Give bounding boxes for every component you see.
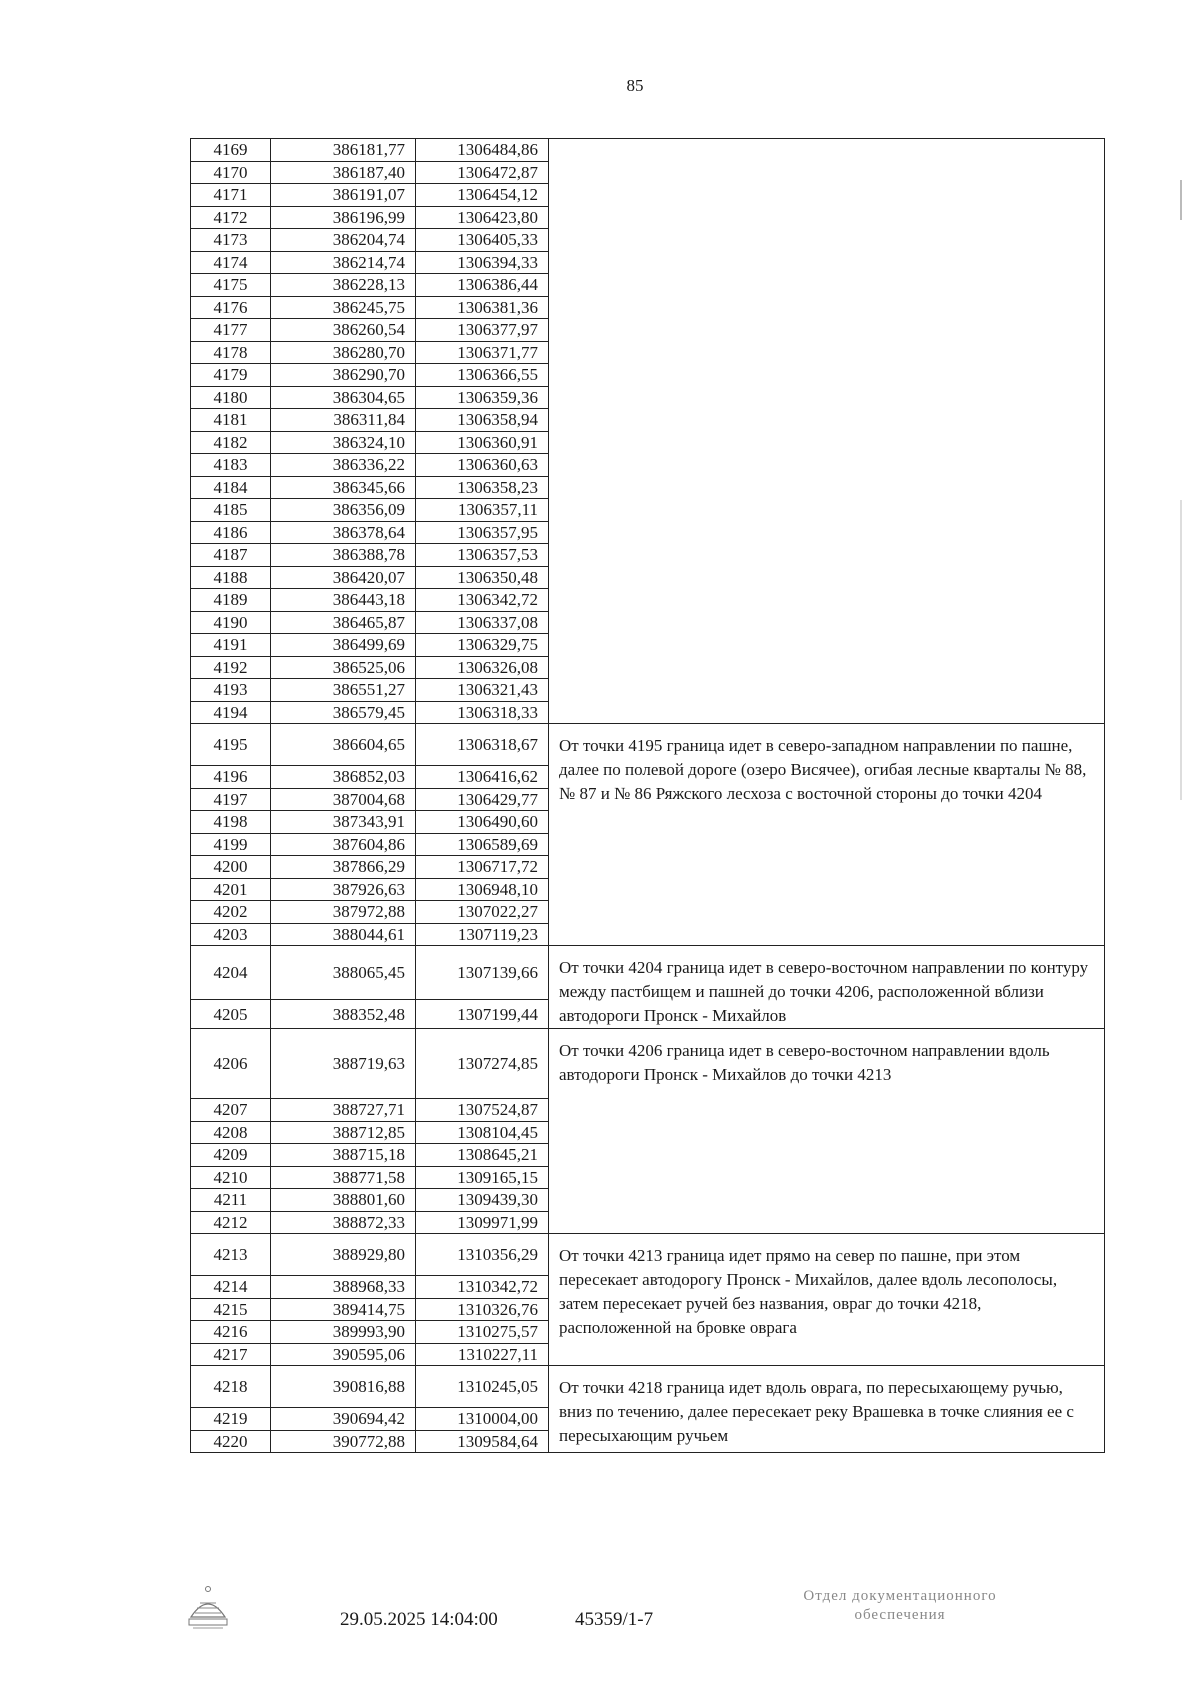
y-coordinate-cell: 1309584,64 <box>416 1430 549 1453</box>
y-coordinate-cell: 1306394,33 <box>416 251 549 274</box>
y-coordinate-cell: 1309971,99 <box>416 1211 549 1234</box>
point-number-cell: 4189 <box>191 589 271 612</box>
point-number-cell: 4213 <box>191 1234 271 1276</box>
point-number-cell: 4194 <box>191 701 271 724</box>
y-coordinate-cell: 1306386,44 <box>416 274 549 297</box>
y-coordinate-cell: 1306381,36 <box>416 296 549 319</box>
point-number-cell: 4202 <box>191 901 271 924</box>
x-coordinate-cell: 388771,58 <box>271 1166 416 1189</box>
page-number: 85 <box>626 76 644 95</box>
x-coordinate-cell: 389414,75 <box>271 1298 416 1321</box>
footer-department-line1: Отдел документационного <box>803 1588 997 1604</box>
point-number-cell: 4190 <box>191 611 271 634</box>
point-number-cell: 4187 <box>191 544 271 567</box>
y-coordinate-cell: 1306472,87 <box>416 161 549 184</box>
y-coordinate-cell: 1310342,72 <box>416 1276 549 1299</box>
boundary-description-cell <box>549 946 1105 1029</box>
x-coordinate-cell: 388727,71 <box>271 1099 416 1122</box>
x-coordinate-cell: 386260,54 <box>271 319 416 342</box>
x-coordinate-cell: 386551,27 <box>271 679 416 702</box>
y-coordinate-cell: 1306366,55 <box>416 364 549 387</box>
point-number-cell: 4178 <box>191 341 271 364</box>
boundary-description-text: От точки 4206 граница идет в северо-восточном направлении вдоль автодороги Пронск - Михайлов до точки 4213 <box>559 1041 1050 1084</box>
x-coordinate-cell: 386604,65 <box>271 724 416 766</box>
x-coordinate-cell: 388929,80 <box>271 1234 416 1276</box>
x-coordinate-cell: 387972,88 <box>271 901 416 924</box>
x-coordinate-cell: 386420,07 <box>271 566 416 589</box>
x-coordinate-cell: 386290,70 <box>271 364 416 387</box>
x-coordinate-cell: 388044,61 <box>271 923 416 946</box>
point-number-cell: 4170 <box>191 161 271 184</box>
y-coordinate-cell: 1306342,72 <box>416 589 549 612</box>
coordinates-table-body <box>191 139 1105 1453</box>
y-coordinate-cell: 1310227,11 <box>416 1343 549 1366</box>
x-coordinate-cell: 387004,68 <box>271 788 416 811</box>
point-number-cell: 4215 <box>191 1298 271 1321</box>
y-coordinate-cell: 1310004,00 <box>416 1408 549 1431</box>
y-coordinate-cell: 1310275,57 <box>416 1321 549 1344</box>
x-coordinate-cell: 388872,33 <box>271 1211 416 1234</box>
point-number-cell: 4209 <box>191 1144 271 1167</box>
boundary-description-text: От точки 4218 граница идет вдоль оврага, по пересыхающему ручью, вниз по течению, далее пересекает реку Врашевка в точке слияния ее с пересыхающим ручьем <box>559 1378 1074 1445</box>
x-coordinate-cell: 390816,88 <box>271 1366 416 1408</box>
x-coordinate-cell: 387926,63 <box>271 878 416 901</box>
y-coordinate-cell: 1306484,86 <box>416 139 549 162</box>
point-number-cell: 4204 <box>191 946 271 1000</box>
y-coordinate-cell: 1306360,63 <box>416 454 549 477</box>
x-coordinate-cell: 386852,03 <box>271 766 416 789</box>
y-coordinate-cell: 1306357,95 <box>416 521 549 544</box>
y-coordinate-cell: 1306371,77 <box>416 341 549 364</box>
point-number-cell: 4216 <box>191 1321 271 1344</box>
x-coordinate-cell: 386245,75 <box>271 296 416 319</box>
y-coordinate-cell: 1308104,45 <box>416 1121 549 1144</box>
x-coordinate-cell: 386280,70 <box>271 341 416 364</box>
y-coordinate-cell: 1306490,60 <box>416 811 549 834</box>
x-coordinate-cell: 386214,74 <box>271 251 416 274</box>
boundary-description-text: От точки 4204 граница идет в северо-восточном направлении по контуру между пастбищем и пашней до точки 4206, расположенной вблизи автодороги Пронск - Михайлов <box>559 958 1089 1025</box>
x-coordinate-cell: 386465,87 <box>271 611 416 634</box>
x-coordinate-cell: 387866,29 <box>271 856 416 879</box>
point-number-cell: 4205 <box>191 1000 271 1029</box>
point-number-cell: 4219 <box>191 1408 271 1431</box>
scan-edge-mark <box>1180 500 1182 800</box>
footer-doc-number: 45359/1-7 <box>575 1609 654 1630</box>
x-coordinate-cell: 386311,84 <box>271 409 416 432</box>
x-coordinate-cell: 386443,18 <box>271 589 416 612</box>
point-number-cell: 4199 <box>191 833 271 856</box>
y-coordinate-cell: 1306329,75 <box>416 634 549 657</box>
y-coordinate-cell: 1306321,43 <box>416 679 549 702</box>
table-row <box>191 1366 1105 1408</box>
y-coordinate-cell: 1307022,27 <box>416 901 549 924</box>
y-coordinate-cell: 1306416,62 <box>416 766 549 789</box>
y-coordinate-cell: 1310326,76 <box>416 1298 549 1321</box>
point-number-cell: 4210 <box>191 1166 271 1189</box>
footer-department-stamp <box>755 1587 1045 1625</box>
scan-edge-mark <box>1180 180 1182 220</box>
y-coordinate-cell: 1306717,72 <box>416 856 549 879</box>
point-number-cell: 4173 <box>191 229 271 252</box>
y-coordinate-cell: 1306359,36 <box>416 386 549 409</box>
point-number-cell: 4183 <box>191 454 271 477</box>
x-coordinate-cell: 386525,06 <box>271 656 416 679</box>
table-row <box>191 1234 1105 1276</box>
y-coordinate-cell: 1306377,97 <box>416 319 549 342</box>
point-number-cell: 4197 <box>191 788 271 811</box>
point-number-cell: 4193 <box>191 679 271 702</box>
point-number-cell: 4181 <box>191 409 271 432</box>
emblem-icon <box>183 1583 233 1631</box>
x-coordinate-cell: 386196,99 <box>271 206 416 229</box>
boundary-description-text: От точки 4195 граница идет в северо-западном направлении по пашне, далее по полевой дороге (озеро Висячее), огибая лесные кварталы № 88, № 87 и № 86 Ряжского лесхоза с восточной стороны до точки 4204 <box>559 736 1087 803</box>
point-number-cell: 4188 <box>191 566 271 589</box>
y-coordinate-cell: 1306318,33 <box>416 701 549 724</box>
x-coordinate-cell: 386204,74 <box>271 229 416 252</box>
x-coordinate-cell: 386579,45 <box>271 701 416 724</box>
boundary-description-cell <box>549 1366 1105 1453</box>
x-coordinate-cell: 386336,22 <box>271 454 416 477</box>
point-number-cell: 4217 <box>191 1343 271 1366</box>
point-number-cell: 4180 <box>191 386 271 409</box>
point-number-cell: 4203 <box>191 923 271 946</box>
point-number-cell: 4196 <box>191 766 271 789</box>
x-coordinate-cell: 390694,42 <box>271 1408 416 1431</box>
point-number-cell: 4177 <box>191 319 271 342</box>
footer-datetime: 29.05.2025 14:04:00 <box>340 1609 498 1630</box>
point-number-cell: 4191 <box>191 634 271 657</box>
point-number-cell: 4200 <box>191 856 271 879</box>
point-number-cell: 4198 <box>191 811 271 834</box>
y-coordinate-cell: 1306429,77 <box>416 788 549 811</box>
coordinates-table <box>190 138 1105 1453</box>
x-coordinate-cell: 386378,64 <box>271 521 416 544</box>
y-coordinate-cell: 1306350,48 <box>416 566 549 589</box>
x-coordinate-cell: 388719,63 <box>271 1029 416 1099</box>
x-coordinate-cell: 386228,13 <box>271 274 416 297</box>
point-number-cell: 4171 <box>191 184 271 207</box>
table-row <box>191 1029 1105 1099</box>
coordinates-table-container <box>190 138 1105 1453</box>
y-coordinate-cell: 1306337,08 <box>416 611 549 634</box>
y-coordinate-cell: 1306589,69 <box>416 833 549 856</box>
y-coordinate-cell: 1310245,05 <box>416 1366 549 1408</box>
y-coordinate-cell: 1307199,44 <box>416 1000 549 1029</box>
y-coordinate-cell: 1306948,10 <box>416 878 549 901</box>
y-coordinate-cell: 1306360,91 <box>416 431 549 454</box>
y-coordinate-cell: 1306358,23 <box>416 476 549 499</box>
point-number-cell: 4172 <box>191 206 271 229</box>
y-coordinate-cell: 1307139,66 <box>416 946 549 1000</box>
point-number-cell: 4185 <box>191 499 271 522</box>
point-number-cell: 4211 <box>191 1189 271 1212</box>
y-coordinate-cell: 1309439,30 <box>416 1189 549 1212</box>
x-coordinate-cell: 386324,10 <box>271 431 416 454</box>
footer-department-line2: обеспечения <box>854 1607 946 1623</box>
boundary-description-text: От точки 4213 граница идет прямо на север по пашне, при этом пересекает автодорогу Пронск - Михайлов, далее вдоль лесополосы, затем пересекает ручей без названия, овраг до точки 4218, расположенной на бровке оврага <box>559 1246 1058 1337</box>
x-coordinate-cell: 390772,88 <box>271 1430 416 1453</box>
y-coordinate-cell: 1306357,53 <box>416 544 549 567</box>
y-coordinate-cell: 1310356,29 <box>416 1234 549 1276</box>
x-coordinate-cell: 386304,65 <box>271 386 416 409</box>
x-coordinate-cell: 388801,60 <box>271 1189 416 1212</box>
x-coordinate-cell: 386345,66 <box>271 476 416 499</box>
point-number-cell: 4192 <box>191 656 271 679</box>
x-coordinate-cell: 386187,40 <box>271 161 416 184</box>
x-coordinate-cell: 386356,09 <box>271 499 416 522</box>
table-row <box>191 724 1105 766</box>
point-number-cell: 4195 <box>191 724 271 766</box>
y-coordinate-cell: 1306454,12 <box>416 184 549 207</box>
x-coordinate-cell: 386499,69 <box>271 634 416 657</box>
point-number-cell: 4175 <box>191 274 271 297</box>
point-number-cell: 4208 <box>191 1121 271 1144</box>
point-number-cell: 4218 <box>191 1366 271 1408</box>
x-coordinate-cell: 388715,18 <box>271 1144 416 1167</box>
point-number-cell: 4169 <box>191 139 271 162</box>
table-row <box>191 139 1105 162</box>
point-number-cell: 4179 <box>191 364 271 387</box>
x-coordinate-cell: 387604,86 <box>271 833 416 856</box>
table-row <box>191 946 1105 1000</box>
y-coordinate-cell: 1307119,23 <box>416 923 549 946</box>
y-coordinate-cell: 1309165,15 <box>416 1166 549 1189</box>
y-coordinate-cell: 1306358,94 <box>416 409 549 432</box>
point-number-cell: 4201 <box>191 878 271 901</box>
y-coordinate-cell: 1306357,11 <box>416 499 549 522</box>
x-coordinate-cell: 386191,07 <box>271 184 416 207</box>
point-number-cell: 4182 <box>191 431 271 454</box>
y-coordinate-cell: 1306318,67 <box>416 724 549 766</box>
point-number-cell: 4186 <box>191 521 271 544</box>
boundary-description-cell <box>549 1234 1105 1366</box>
point-number-cell: 4176 <box>191 296 271 319</box>
y-coordinate-cell: 1306423,80 <box>416 206 549 229</box>
x-coordinate-cell: 387343,91 <box>271 811 416 834</box>
point-number-cell: 4212 <box>191 1211 271 1234</box>
point-number-cell: 4207 <box>191 1099 271 1122</box>
y-coordinate-cell: 1306326,08 <box>416 656 549 679</box>
x-coordinate-cell: 388352,48 <box>271 1000 416 1029</box>
x-coordinate-cell: 388712,85 <box>271 1121 416 1144</box>
boundary-description-cell <box>549 139 1105 724</box>
y-coordinate-cell: 1307524,87 <box>416 1099 549 1122</box>
x-coordinate-cell: 388968,33 <box>271 1276 416 1299</box>
x-coordinate-cell: 390595,06 <box>271 1343 416 1366</box>
x-coordinate-cell: 389993,90 <box>271 1321 416 1344</box>
x-coordinate-cell: 386388,78 <box>271 544 416 567</box>
y-coordinate-cell: 1306405,33 <box>416 229 549 252</box>
point-number-cell: 4174 <box>191 251 271 274</box>
y-coordinate-cell: 1308645,21 <box>416 1144 549 1167</box>
point-number-cell: 4206 <box>191 1029 271 1099</box>
boundary-description-cell <box>549 724 1105 946</box>
y-coordinate-cell: 1307274,85 <box>416 1029 549 1099</box>
point-number-cell: 4214 <box>191 1276 271 1299</box>
point-number-cell: 4184 <box>191 476 271 499</box>
boundary-description-cell <box>549 1029 1105 1234</box>
point-number-cell: 4220 <box>191 1430 271 1453</box>
x-coordinate-cell: 388065,45 <box>271 946 416 1000</box>
x-coordinate-cell: 386181,77 <box>271 139 416 162</box>
